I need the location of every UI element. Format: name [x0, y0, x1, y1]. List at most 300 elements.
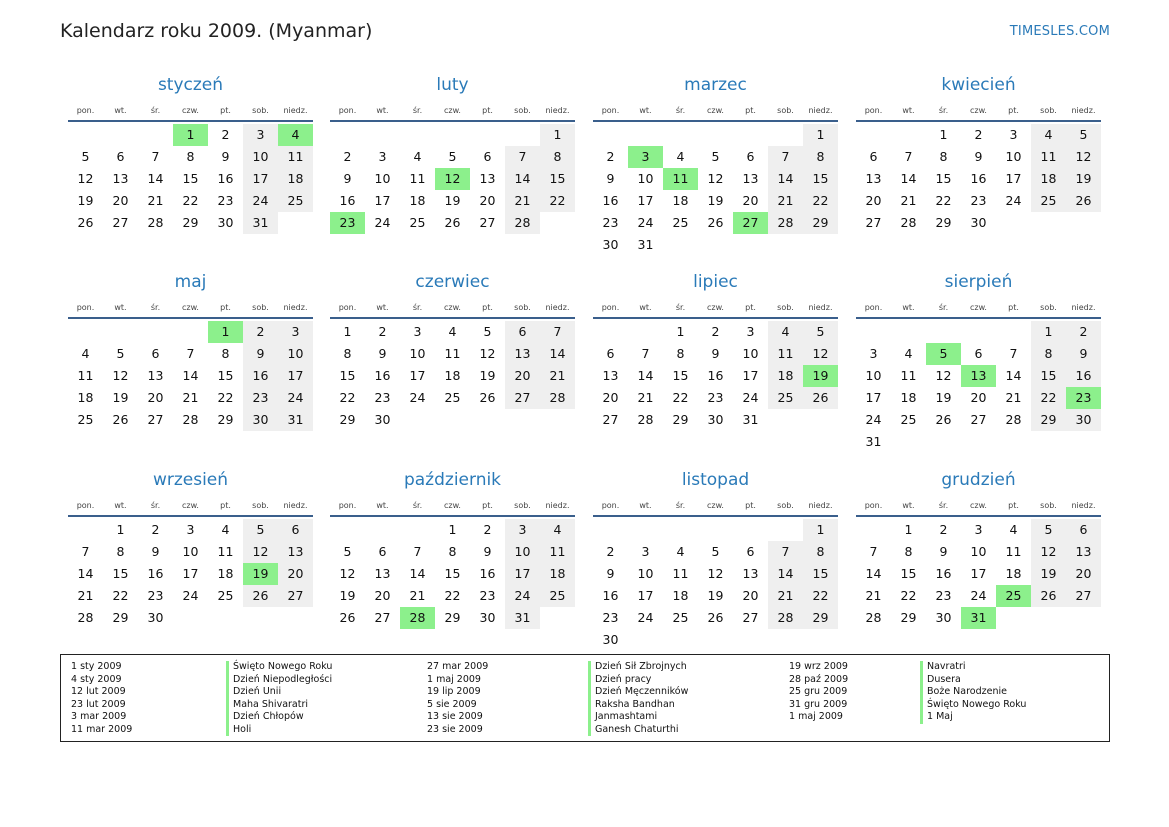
weekday-header — [68, 297, 313, 317]
weekday-label: niedz. — [545, 500, 570, 510]
day-cell: 21 — [540, 365, 575, 387]
day-cell: 12 — [707, 566, 724, 581]
empty-day-cell — [330, 124, 365, 146]
legend-holiday-name: Ganesh Chaturthi — [588, 724, 679, 737]
day-cell: 16 — [479, 566, 496, 581]
weekday-label: śr. — [412, 500, 423, 510]
day-cell: 27 — [970, 412, 987, 427]
week-row — [68, 212, 313, 234]
day-cell: 2 — [606, 149, 615, 164]
weekday-label: wt. — [114, 500, 127, 510]
empty-day-cell — [173, 607, 208, 629]
day-cell: 7 — [413, 544, 422, 559]
day-cell: 5 — [711, 544, 720, 559]
day-cell: 4 — [904, 346, 913, 361]
weekday-label: niedz. — [1071, 500, 1096, 510]
weekday-label: sob. — [252, 105, 269, 115]
day-cell: 2 — [151, 522, 160, 537]
day-cell: 10 — [278, 343, 313, 365]
month-name: lipiec — [693, 272, 738, 292]
day-cell: 5 — [483, 324, 492, 339]
day-cell: 27 — [505, 387, 540, 409]
day-cell: 30 — [217, 215, 234, 230]
day-cell: 8 — [448, 544, 457, 559]
day-cell: 25 — [540, 585, 575, 607]
weekday-label: pon. — [601, 105, 620, 115]
day-cell: 3 — [746, 324, 755, 339]
empty-day-cell — [961, 321, 996, 343]
week-row — [856, 168, 1101, 190]
day-cell: 26 — [1031, 585, 1066, 607]
weekday-label: wt. — [114, 105, 127, 115]
day-cell: 1 — [803, 124, 838, 146]
header-rule — [593, 515, 838, 517]
empty-day-cell — [803, 409, 838, 431]
day-cell: 8 — [676, 346, 685, 361]
week-row — [856, 365, 1101, 387]
legend-date: 13 sie 2009 — [427, 711, 483, 722]
month-calendar — [593, 70, 838, 256]
day-cell: 10 — [970, 544, 987, 559]
empty-day-cell — [103, 321, 138, 343]
day-cell: 15 — [1031, 365, 1066, 387]
day-cell: 26 — [803, 387, 838, 409]
day-cell: 13 — [374, 566, 391, 581]
day-cell: 1 — [1031, 321, 1066, 343]
week-row — [68, 365, 313, 387]
empty-day-cell — [173, 321, 208, 343]
day-cell: 25 — [672, 610, 689, 625]
weekday-label: wt. — [639, 302, 652, 312]
empty-day-cell — [768, 234, 803, 256]
weekday-label: niedz. — [283, 105, 308, 115]
weekday-header — [856, 297, 1101, 317]
weekday-label: sob. — [777, 500, 794, 510]
weekday-label: wt. — [902, 500, 915, 510]
day-cell: 29 — [935, 215, 952, 230]
day-cell: 27 — [1066, 585, 1101, 607]
month-calendar — [593, 465, 838, 651]
day-cell: 30 — [970, 215, 987, 230]
week-row — [593, 190, 838, 212]
day-cell: 15 — [217, 368, 234, 383]
day-cell: 14 — [505, 168, 540, 190]
day-cell: 7 — [768, 146, 803, 168]
day-cell: 10 — [742, 346, 759, 361]
day-cell: 11 — [672, 566, 689, 581]
day-cell: 16 — [935, 566, 952, 581]
weekday-header — [330, 495, 575, 515]
day-cell: 26 — [112, 412, 129, 427]
legend-holiday-name: Boże Narodzenie — [920, 686, 1007, 699]
brand-link[interactable]: TIMESLES.COM — [1009, 24, 1110, 39]
weekday-label: śr. — [938, 500, 949, 510]
day-cell: 12 — [339, 566, 356, 581]
week-row — [330, 146, 575, 168]
day-cell: 15 — [672, 368, 689, 383]
day-cell: 3 — [413, 324, 422, 339]
holiday-day-cell: 23 — [1066, 387, 1101, 409]
month-name: październik — [403, 470, 502, 490]
day-cell: 31 — [637, 237, 654, 252]
day-cell: 6 — [974, 346, 983, 361]
weekday-label: pt. — [1008, 302, 1019, 312]
legend-holiday-name: Święto Nowego Roku — [226, 661, 332, 674]
day-cell: 23 — [243, 387, 278, 409]
weekday-label: wt. — [114, 302, 127, 312]
day-cell: 9 — [378, 346, 387, 361]
day-cell: 18 — [77, 390, 94, 405]
holiday-day-cell: 3 — [628, 146, 663, 168]
empty-day-cell — [996, 212, 1031, 234]
day-cell: 26 — [479, 390, 496, 405]
day-cell: 10 — [1005, 149, 1022, 164]
day-cell: 14 — [77, 566, 94, 581]
day-cell: 1 — [448, 522, 457, 537]
day-cell: 21 — [900, 193, 917, 208]
day-cell: 27 — [147, 412, 164, 427]
empty-day-cell — [891, 321, 926, 343]
day-cell: 11 — [217, 544, 234, 559]
empty-day-cell — [400, 409, 435, 431]
week-row — [68, 563, 313, 585]
day-cell: 13 — [112, 171, 129, 186]
day-cell: 16 — [707, 368, 724, 383]
day-cell: 2 — [974, 127, 983, 142]
weekday-label: śr. — [412, 105, 423, 115]
day-cell: 15 — [803, 168, 838, 190]
day-cell: 7 — [641, 346, 650, 361]
day-cell: 15 — [182, 171, 199, 186]
week-row — [593, 212, 838, 234]
day-cell: 15 — [803, 563, 838, 585]
day-cell: 3 — [243, 124, 278, 146]
day-cell: 24 — [865, 412, 882, 427]
day-cell: 24 — [1005, 193, 1022, 208]
day-cell: 16 — [217, 171, 234, 186]
day-cell: 20 — [374, 588, 391, 603]
legend-date: 12 lut 2009 — [71, 686, 126, 697]
day-cell: 11 — [900, 368, 917, 383]
day-cell: 10 — [637, 171, 654, 186]
empty-day-cell — [663, 629, 698, 651]
day-cell: 6 — [505, 321, 540, 343]
day-cell: 27 — [602, 412, 619, 427]
weekday-label: sob. — [1040, 302, 1057, 312]
weekday-label: sob. — [1040, 500, 1057, 510]
week-row — [856, 321, 1101, 343]
empty-day-cell — [768, 629, 803, 651]
weekday-label: wt. — [639, 500, 652, 510]
day-cell: 30 — [374, 412, 391, 427]
empty-day-cell — [330, 519, 365, 541]
weekday-label: niedz. — [545, 302, 570, 312]
day-cell: 4 — [676, 149, 685, 164]
empty-day-cell — [68, 519, 103, 541]
day-cell: 17 — [637, 588, 654, 603]
day-cell: 17 — [505, 563, 540, 585]
day-cell: 4 — [448, 324, 457, 339]
day-cell: 16 — [374, 368, 391, 383]
week-row — [330, 585, 575, 607]
holiday-day-cell: 11 — [663, 168, 698, 190]
day-cell: 31 — [865, 434, 882, 449]
day-cell: 13 — [602, 368, 619, 383]
day-cell: 20 — [865, 193, 882, 208]
day-cell: 30 — [243, 409, 278, 431]
weekday-label: śr. — [412, 302, 423, 312]
day-cell: 13 — [278, 541, 313, 563]
day-cell: 29 — [217, 412, 234, 427]
day-cell: 12 — [1066, 146, 1101, 168]
day-cell: 31 — [505, 607, 540, 629]
weekday-header — [68, 100, 313, 120]
day-cell: 22 — [672, 390, 689, 405]
day-cell: 24 — [637, 610, 654, 625]
day-cell: 12 — [1031, 541, 1066, 563]
day-cell: 14 — [768, 563, 803, 585]
day-cell: 18 — [540, 563, 575, 585]
day-cell: 23 — [479, 588, 496, 603]
weekday-label: czw. — [182, 105, 199, 115]
empty-day-cell — [68, 321, 103, 343]
holiday-day-cell: 1 — [208, 321, 243, 343]
day-cell: 9 — [483, 544, 492, 559]
week-row — [330, 343, 575, 365]
day-cell: 20 — [742, 193, 759, 208]
day-cell: 27 — [479, 215, 496, 230]
day-cell: 9 — [606, 171, 615, 186]
empty-day-cell — [470, 124, 505, 146]
day-cell: 28 — [1005, 412, 1022, 427]
day-cell: 10 — [182, 544, 199, 559]
legend-holiday-name: Raksha Bandhan — [588, 699, 675, 712]
day-cell: 25 — [1031, 190, 1066, 212]
header-rule — [68, 120, 313, 122]
day-cell: 21 — [1005, 390, 1022, 405]
weekday-header — [856, 495, 1101, 515]
month-name: luty — [436, 75, 469, 95]
empty-day-cell — [768, 519, 803, 541]
empty-day-cell — [698, 519, 733, 541]
day-cell: 14 — [1005, 368, 1022, 383]
day-cell: 7 — [904, 149, 913, 164]
weekday-label: pon. — [338, 500, 357, 510]
day-cell: 1 — [939, 127, 948, 142]
month-calendar — [330, 70, 575, 234]
day-cell: 8 — [343, 346, 352, 361]
day-cell: 2 — [378, 324, 387, 339]
day-cell: 29 — [444, 610, 461, 625]
day-cell: 19 — [1031, 563, 1066, 585]
empty-day-cell — [733, 234, 768, 256]
week-row — [593, 321, 838, 343]
weekday-label: pon. — [338, 105, 357, 115]
week-row — [68, 585, 313, 607]
day-cell: 10 — [374, 171, 391, 186]
weekday-label: sob. — [1040, 105, 1057, 115]
empty-day-cell — [470, 409, 505, 431]
weekday-label: pt. — [482, 500, 493, 510]
day-cell: 4 — [413, 149, 422, 164]
day-cell: 15 — [112, 566, 129, 581]
day-cell: 7 — [869, 544, 878, 559]
day-cell: 14 — [409, 566, 426, 581]
holiday-day-cell: 31 — [961, 607, 996, 629]
empty-day-cell — [663, 234, 698, 256]
day-cell: 1 — [803, 519, 838, 541]
day-cell: 5 — [81, 149, 90, 164]
month-name: sierpień — [944, 272, 1013, 292]
day-cell: 12 — [707, 171, 724, 186]
day-cell: 26 — [707, 610, 724, 625]
day-cell: 23 — [602, 215, 619, 230]
week-row — [593, 124, 838, 146]
holiday-day-cell: 12 — [435, 168, 470, 190]
empty-day-cell — [1066, 212, 1101, 234]
day-cell: 20 — [970, 390, 987, 405]
day-cell: 8 — [939, 149, 948, 164]
header-rule — [593, 317, 838, 319]
day-cell: 22 — [935, 193, 952, 208]
empty-day-cell — [628, 519, 663, 541]
weekday-label: czw. — [444, 105, 461, 115]
weekday-label: niedz. — [808, 105, 833, 115]
day-cell: 12 — [112, 368, 129, 383]
day-cell: 26 — [77, 215, 94, 230]
day-cell: 18 — [672, 588, 689, 603]
day-cell: 17 — [182, 566, 199, 581]
empty-day-cell — [243, 607, 278, 629]
weekday-label: wt. — [376, 302, 389, 312]
holiday-day-cell: 25 — [996, 585, 1031, 607]
day-cell: 6 — [378, 544, 387, 559]
legend-holiday-name: Janmashtami — [588, 711, 657, 724]
day-cell: 14 — [540, 343, 575, 365]
day-cell: 2 — [343, 149, 352, 164]
day-cell: 29 — [1031, 409, 1066, 431]
day-cell: 28 — [768, 212, 803, 234]
day-cell: 14 — [768, 168, 803, 190]
holiday-legend — [60, 654, 1110, 742]
weekday-label: czw. — [707, 105, 724, 115]
weekday-label: czw. — [707, 500, 724, 510]
day-cell: 26 — [243, 585, 278, 607]
day-cell: 20 — [602, 390, 619, 405]
week-row — [330, 365, 575, 387]
empty-day-cell — [996, 607, 1031, 629]
empty-day-cell — [891, 124, 926, 146]
day-cell: 28 — [147, 215, 164, 230]
day-cell: 18 — [409, 193, 426, 208]
day-cell: 24 — [742, 390, 759, 405]
empty-day-cell — [733, 629, 768, 651]
empty-day-cell — [926, 321, 961, 343]
day-cell: 26 — [339, 610, 356, 625]
month-name: marzec — [684, 75, 747, 95]
day-cell: 8 — [803, 146, 838, 168]
day-cell: 2 — [939, 522, 948, 537]
week-row — [856, 585, 1101, 607]
day-cell: 17 — [742, 368, 759, 383]
day-cell: 25 — [77, 412, 94, 427]
week-row — [330, 409, 575, 431]
empty-day-cell — [103, 124, 138, 146]
day-cell: 25 — [768, 387, 803, 409]
day-cell: 19 — [707, 193, 724, 208]
day-cell: 22 — [540, 190, 575, 212]
empty-day-cell — [733, 124, 768, 146]
empty-day-cell — [803, 629, 838, 651]
day-cell: 16 — [602, 193, 619, 208]
day-cell: 9 — [606, 566, 615, 581]
holiday-day-cell: 23 — [330, 212, 365, 234]
day-cell: 27 — [374, 610, 391, 625]
month-name: maj — [174, 272, 207, 292]
day-cell: 12 — [243, 541, 278, 563]
header-rule — [330, 317, 575, 319]
month-calendar — [593, 267, 838, 431]
weekday-label: czw. — [182, 302, 199, 312]
day-cell: 27 — [112, 215, 129, 230]
day-cell: 31 — [742, 412, 759, 427]
day-cell: 13 — [1066, 541, 1101, 563]
weekday-label: śr. — [150, 302, 161, 312]
weekday-header — [330, 297, 575, 317]
day-cell: 30 — [147, 610, 164, 625]
week-row — [68, 541, 313, 563]
day-cell: 24 — [409, 390, 426, 405]
day-cell: 16 — [339, 193, 356, 208]
day-cell: 9 — [974, 149, 983, 164]
day-cell: 21 — [768, 585, 803, 607]
day-cell: 6 — [1066, 519, 1101, 541]
day-cell: 24 — [182, 588, 199, 603]
weekday-label: niedz. — [808, 302, 833, 312]
week-row — [593, 607, 838, 629]
day-cell: 1 — [343, 324, 352, 339]
day-cell: 19 — [1066, 168, 1101, 190]
day-cell: 22 — [182, 193, 199, 208]
week-row — [856, 387, 1101, 409]
weekday-label: sob. — [777, 105, 794, 115]
day-cell: 25 — [444, 390, 461, 405]
week-row — [68, 409, 313, 431]
legend-holiday-name: Dzień Męczenników — [588, 686, 688, 699]
day-cell: 18 — [900, 390, 917, 405]
day-cell: 30 — [602, 632, 619, 647]
day-cell: 19 — [339, 588, 356, 603]
day-cell: 1 — [904, 522, 913, 537]
day-cell: 28 — [77, 610, 94, 625]
weekday-label: niedz. — [1071, 105, 1096, 115]
day-cell: 20 — [742, 588, 759, 603]
weekday-header — [593, 297, 838, 317]
week-row — [856, 212, 1101, 234]
week-row — [68, 124, 313, 146]
day-cell: 18 — [217, 566, 234, 581]
empty-day-cell — [733, 519, 768, 541]
day-cell: 5 — [803, 321, 838, 343]
empty-day-cell — [698, 629, 733, 651]
week-row — [593, 168, 838, 190]
empty-day-cell — [365, 124, 400, 146]
weekday-label: pon. — [601, 500, 620, 510]
holiday-day-cell: 13 — [961, 365, 996, 387]
week-row — [593, 541, 838, 563]
empty-day-cell — [1031, 212, 1066, 234]
day-cell: 17 — [865, 390, 882, 405]
